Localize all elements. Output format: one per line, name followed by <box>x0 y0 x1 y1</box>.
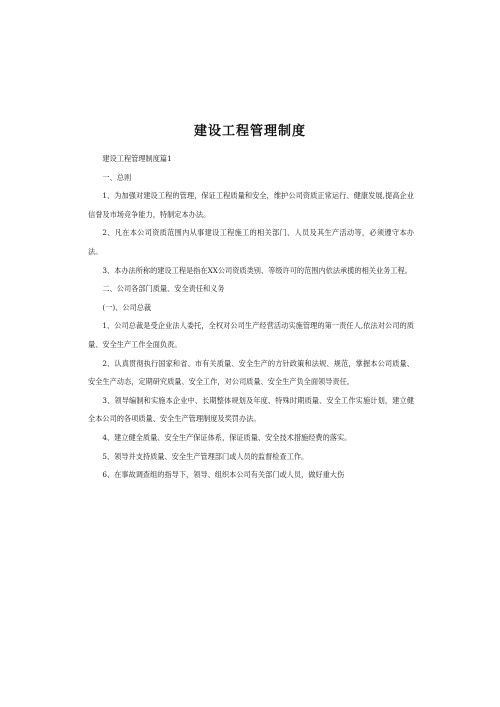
paragraph-2: 2、凡在本公司资质范围内从事建设工程施工的相关部门、人员及其生产活动等，必须遵守本办法。 <box>88 228 414 256</box>
document-subtitle: 建设工程管理制度篇1 <box>102 154 172 163</box>
section-heading-general: 一、总则 <box>102 172 132 182</box>
paragraph-8: 5、领导并支持质量、安全生产管理部门或人员的监督检查工作。 <box>102 451 309 461</box>
document-title: 建设工程管理制度 <box>193 124 306 139</box>
paragraph-4: 1、公司总裁是受企业法人委托，全权对公司生产经营活动实施管理的第一责任人,依法对公司的质量、安全生产工作全面负责。 <box>88 321 414 349</box>
section-heading-responsibilities: 二、公司各部门质量、安全责任和义务 <box>102 284 225 294</box>
paragraph-6: 3、领导编制和实施本企业中、长期整体规划及年度、特殊时期质量、安全工作实施计划，建立健全本公司的各项质量、安全生产管理制度及奖罚办法。 <box>88 395 414 424</box>
paragraph-3: 3、本办法所称的建设工程是指在XX公司资质类别、等级许可的范围内依法承揽的相关业务工程。 <box>102 265 412 275</box>
subsection-heading-president: (一)、公司总裁 <box>102 302 152 312</box>
paragraph-1: 1、为加强对建设工程的管理，保证工程质量和安全，维护公司资质正常运行、健康发展,提高企业信誉及市场竞争能力，特制定本办法。 <box>88 191 414 219</box>
paragraph-5: 2、认真贯彻执行国家和省、市有关质量、安全生产的方针政策和法规、规范，掌握本公司质量、安全生产动态，定期研究质量、安全工作，对公司质量、安全生产负全面领导责任。 <box>88 358 414 387</box>
paragraph-9: 6、在事故调查组的指导下，领导、组织本公司有关部门或人员，做好重大伤 <box>102 470 345 480</box>
paragraph-7: 4、建立健全质量、安全生产保证体系，保证质量、安全技术措施经费的落实。 <box>102 432 352 442</box>
document-body <box>88 150 414 485</box>
